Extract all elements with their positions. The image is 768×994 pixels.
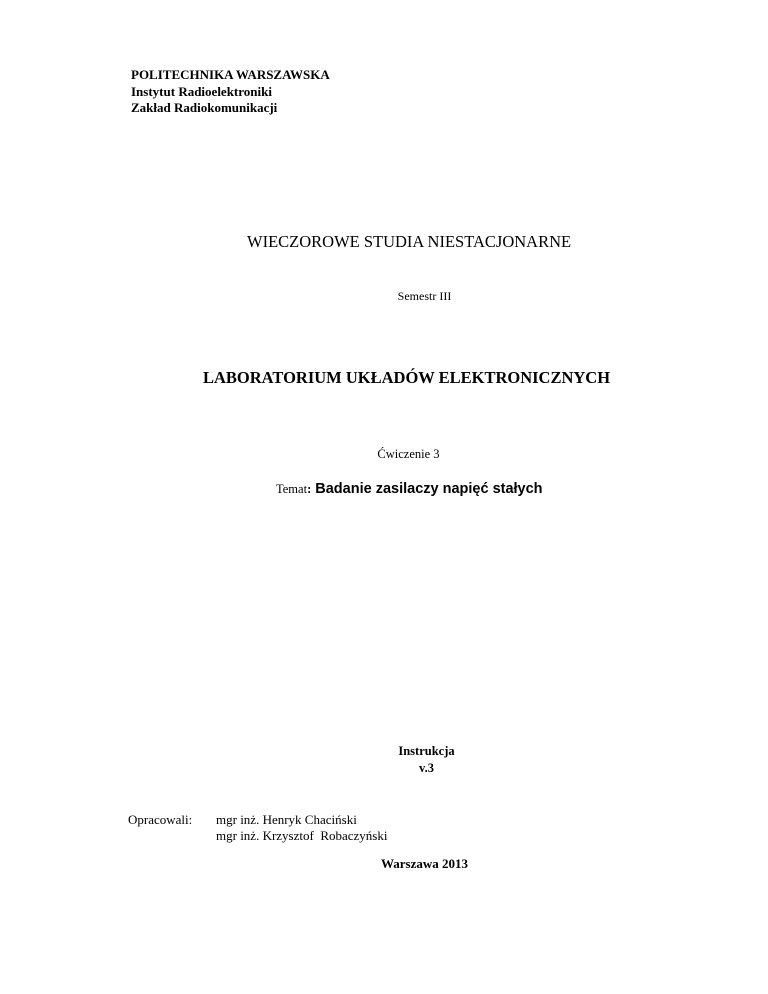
- author-name: mgr inż. Krzysztof Robaczyński: [216, 828, 388, 843]
- instruction-version: v.3: [419, 761, 434, 775]
- semester: Semestr III: [397, 289, 452, 303]
- topic-line: [276, 481, 543, 497]
- lab-title: LABORATORIUM UKŁADÓW ELEKTRONICZNYCH: [203, 368, 611, 387]
- exercise-number: Ćwiczenie 3: [377, 447, 440, 461]
- instruction-label: Instrukcja: [398, 744, 455, 758]
- university-name: POLITECHNIKA WARSZAWSKA: [131, 67, 330, 82]
- authors-label: Opracowali:: [128, 812, 193, 827]
- institute-name: Instytut Radioelektroniki: [131, 84, 272, 99]
- studies-type: WIECZOROWE STUDIA NIESTACJONARNE: [247, 232, 572, 251]
- topic-separator: :: [307, 482, 312, 496]
- department-name: Zakład Radiokomunikacji: [131, 100, 278, 115]
- instruction-block: [0, 743, 768, 777]
- topic-value: Badanie zasilaczy napięć stałych: [311, 481, 543, 497]
- place-year: Warszawa 2013: [380, 856, 469, 871]
- author-name: mgr inż. Henryk Chaciński: [216, 812, 357, 827]
- topic-label: Temat: [276, 482, 308, 496]
